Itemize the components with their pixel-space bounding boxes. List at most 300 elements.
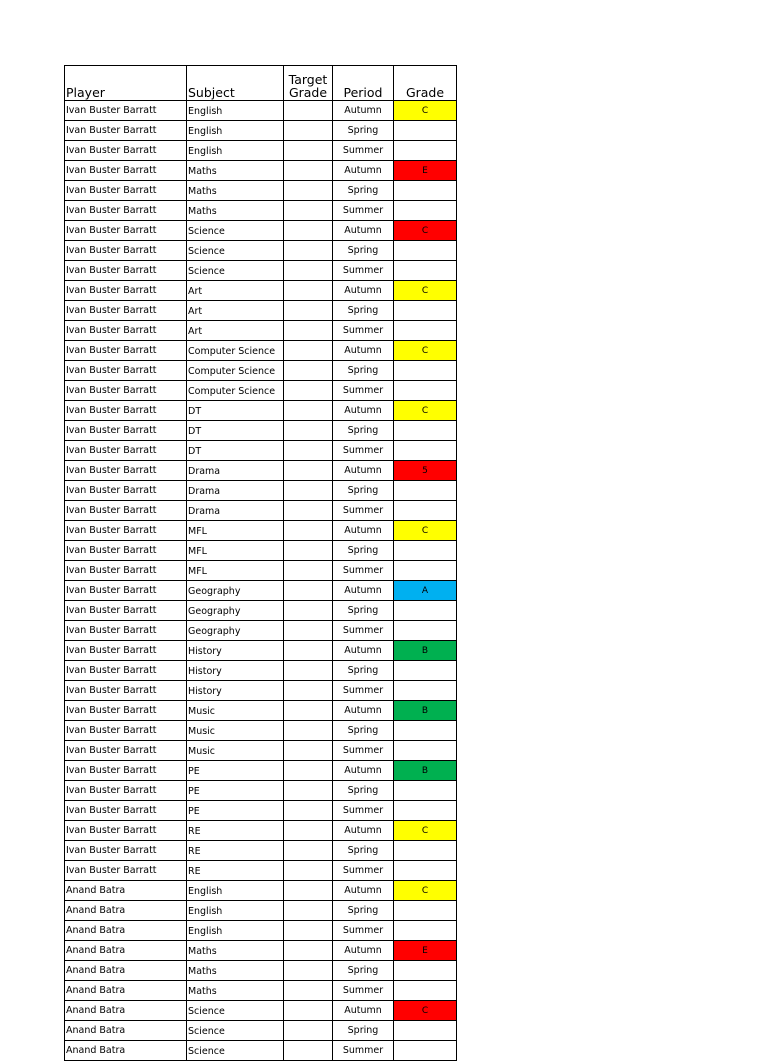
subject-text: PE bbox=[188, 786, 200, 797]
player-cell[interactable]: Ivan Buster Barratt bbox=[65, 381, 187, 401]
target-grade-cell[interactable] bbox=[284, 201, 333, 221]
subject-text: Geography bbox=[188, 606, 241, 617]
period-cell[interactable]: Autumn bbox=[333, 881, 394, 901]
subject-cell[interactable] bbox=[187, 201, 284, 221]
grade-cell[interactable] bbox=[394, 901, 457, 921]
grade-cell[interactable]: C bbox=[394, 221, 457, 241]
table-row bbox=[65, 161, 457, 181]
subject-cell[interactable] bbox=[187, 541, 284, 561]
target-grade-cell[interactable] bbox=[284, 881, 333, 901]
grade-cell[interactable] bbox=[394, 201, 457, 221]
grade-cell[interactable]: B bbox=[394, 641, 457, 661]
target-grade-cell[interactable] bbox=[284, 681, 333, 701]
table-row bbox=[65, 901, 457, 921]
header-row bbox=[65, 66, 457, 101]
grade-cell[interactable] bbox=[394, 621, 457, 641]
period-cell[interactable]: Autumn bbox=[333, 701, 394, 721]
subject-cell[interactable] bbox=[187, 281, 284, 301]
target-grade-cell[interactable] bbox=[284, 261, 333, 281]
player-cell[interactable]: Anand Batra bbox=[65, 961, 187, 981]
target-grade-cell[interactable] bbox=[284, 481, 333, 501]
period-cell[interactable]: Autumn bbox=[333, 161, 394, 181]
subject-cell[interactable] bbox=[187, 901, 284, 921]
subject-cell[interactable] bbox=[187, 861, 284, 881]
grade-cell[interactable] bbox=[394, 381, 457, 401]
subject-cell[interactable] bbox=[187, 801, 284, 821]
subject-text: RE bbox=[188, 826, 201, 837]
player-cell[interactable]: Anand Batra bbox=[65, 941, 187, 961]
subject-text: English bbox=[188, 146, 223, 157]
grade-cell[interactable] bbox=[394, 661, 457, 681]
grade-cell[interactable] bbox=[394, 361, 457, 381]
grade-cell[interactable]: B bbox=[394, 761, 457, 781]
subject-cell[interactable] bbox=[187, 401, 284, 421]
player-cell[interactable]: Ivan Buster Barratt bbox=[65, 501, 187, 521]
player-cell[interactable]: Ivan Buster Barratt bbox=[65, 761, 187, 781]
grade-cell[interactable] bbox=[394, 721, 457, 741]
table-row bbox=[65, 301, 457, 321]
player-cell[interactable]: Ivan Buster Barratt bbox=[65, 561, 187, 581]
target-grade-cell[interactable] bbox=[284, 381, 333, 401]
grade-cell[interactable]: 5 bbox=[394, 461, 457, 481]
subject-text: MFL bbox=[188, 566, 207, 577]
player-cell[interactable]: Ivan Buster Barratt bbox=[65, 341, 187, 361]
table-row bbox=[65, 521, 457, 541]
target-grade-cell[interactable] bbox=[284, 721, 333, 741]
grade-cell[interactable] bbox=[394, 961, 457, 981]
subject-text: Drama bbox=[188, 506, 221, 517]
subject-cell[interactable] bbox=[187, 321, 284, 341]
subject-text: Music bbox=[188, 726, 216, 737]
target-grade-cell[interactable] bbox=[284, 741, 333, 761]
period-cell[interactable]: Autumn bbox=[333, 641, 394, 661]
target-grade-cell[interactable] bbox=[284, 581, 333, 601]
subject-text: Geography bbox=[188, 626, 241, 637]
period-cell[interactable]: Spring bbox=[333, 661, 394, 681]
period-cell[interactable]: Summer bbox=[333, 861, 394, 881]
subject-cell[interactable] bbox=[187, 841, 284, 861]
subject-text: Music bbox=[188, 706, 216, 717]
player-cell[interactable]: Anand Batra bbox=[65, 921, 187, 941]
table-row bbox=[65, 561, 457, 581]
target-grade-cell[interactable] bbox=[284, 281, 333, 301]
target-grade-cell[interactable] bbox=[284, 361, 333, 381]
period-cell[interactable]: Autumn bbox=[333, 1001, 394, 1021]
period-cell[interactable]: Spring bbox=[333, 541, 394, 561]
subject-cell[interactable] bbox=[187, 681, 284, 701]
subject-cell[interactable] bbox=[187, 741, 284, 761]
period-cell[interactable]: Autumn bbox=[333, 101, 394, 121]
subject-cell[interactable] bbox=[187, 621, 284, 641]
player-cell[interactable]: Ivan Buster Barratt bbox=[65, 801, 187, 821]
target-grade-cell[interactable] bbox=[284, 301, 333, 321]
period-cell[interactable]: Spring bbox=[333, 601, 394, 621]
subject-text: Drama bbox=[188, 486, 221, 497]
period-cell[interactable]: Summer bbox=[333, 741, 394, 761]
subject-cell[interactable] bbox=[187, 981, 284, 1001]
table-row bbox=[65, 441, 457, 461]
player-cell[interactable]: Ivan Buster Barratt bbox=[65, 841, 187, 861]
grade-cell[interactable] bbox=[394, 781, 457, 801]
period-cell[interactable]: Summer bbox=[333, 381, 394, 401]
grade-cell[interactable] bbox=[394, 261, 457, 281]
player-cell[interactable]: Ivan Buster Barratt bbox=[65, 621, 187, 641]
subject-cell[interactable] bbox=[187, 601, 284, 621]
subject-text: Maths bbox=[188, 186, 217, 197]
period-cell[interactable]: Autumn bbox=[333, 761, 394, 781]
player-cell[interactable]: Ivan Buster Barratt bbox=[65, 401, 187, 421]
grade-cell[interactable]: C bbox=[394, 1001, 457, 1021]
subject-cell[interactable] bbox=[187, 481, 284, 501]
target-grade-cell[interactable] bbox=[284, 921, 333, 941]
grade-cell[interactable] bbox=[394, 301, 457, 321]
subject-text: English bbox=[188, 106, 223, 117]
subject-cell[interactable] bbox=[187, 581, 284, 601]
period-cell[interactable]: Autumn bbox=[333, 521, 394, 541]
grade-cell[interactable] bbox=[394, 561, 457, 581]
subject-text: Science bbox=[188, 266, 225, 277]
subject-cell[interactable] bbox=[187, 881, 284, 901]
subject-text: Computer Science bbox=[188, 346, 276, 357]
table-row bbox=[65, 121, 457, 141]
target-grade-cell[interactable] bbox=[284, 501, 333, 521]
table-row bbox=[65, 1001, 457, 1021]
period-cell[interactable]: Autumn bbox=[333, 401, 394, 421]
subject-cell[interactable] bbox=[187, 701, 284, 721]
period-cell[interactable]: Summer bbox=[333, 681, 394, 701]
period-cell[interactable]: Spring bbox=[333, 1021, 394, 1041]
subject-text: DT bbox=[188, 406, 202, 417]
period-cell[interactable]: Spring bbox=[333, 121, 394, 141]
player-cell[interactable]: Ivan Buster Barratt bbox=[65, 741, 187, 761]
subject-cell[interactable] bbox=[187, 501, 284, 521]
player-cell[interactable]: Ivan Buster Barratt bbox=[65, 541, 187, 561]
grade-cell[interactable]: C bbox=[394, 881, 457, 901]
period-cell[interactable]: Spring bbox=[333, 361, 394, 381]
subject-cell[interactable] bbox=[187, 441, 284, 461]
grade-cell[interactable] bbox=[394, 861, 457, 881]
target-grade-cell[interactable] bbox=[284, 901, 333, 921]
subject-text: Music bbox=[188, 746, 216, 757]
subject-cell[interactable] bbox=[187, 961, 284, 981]
subject-text: DT bbox=[188, 426, 202, 437]
subject-cell[interactable] bbox=[187, 101, 284, 121]
subject-text: RE bbox=[188, 846, 201, 857]
subject-text: Art bbox=[188, 306, 203, 317]
grade-cell[interactable] bbox=[394, 321, 457, 341]
grade-cell[interactable] bbox=[394, 981, 457, 1001]
table-row bbox=[65, 821, 457, 841]
period-cell[interactable]: Summer bbox=[333, 1041, 394, 1061]
period-cell[interactable]: Autumn bbox=[333, 281, 394, 301]
grade-cell[interactable]: E bbox=[394, 161, 457, 181]
period-cell[interactable]: Spring bbox=[333, 961, 394, 981]
period-cell[interactable]: Summer bbox=[333, 261, 394, 281]
target-grade-cell[interactable] bbox=[284, 541, 333, 561]
subject-cell[interactable] bbox=[187, 641, 284, 661]
subject-cell[interactable] bbox=[187, 561, 284, 581]
table-row bbox=[65, 641, 457, 661]
target-grade-cell[interactable] bbox=[284, 821, 333, 841]
subject-cell[interactable] bbox=[187, 421, 284, 441]
subject-cell[interactable] bbox=[187, 161, 284, 181]
subject-cell[interactable] bbox=[187, 781, 284, 801]
grade-cell[interactable] bbox=[394, 841, 457, 861]
target-grade-cell[interactable] bbox=[284, 241, 333, 261]
player-cell[interactable]: Ivan Buster Barratt bbox=[65, 441, 187, 461]
subject-cell[interactable] bbox=[187, 341, 284, 361]
player-cell[interactable]: Ivan Buster Barratt bbox=[65, 281, 187, 301]
grade-cell[interactable] bbox=[394, 181, 457, 201]
subject-cell[interactable] bbox=[187, 1041, 284, 1061]
target-grade-cell[interactable] bbox=[284, 221, 333, 241]
table-row bbox=[65, 541, 457, 561]
period-cell[interactable]: Autumn bbox=[333, 341, 394, 361]
player-cell[interactable]: Ivan Buster Barratt bbox=[65, 461, 187, 481]
player-cell[interactable]: Ivan Buster Barratt bbox=[65, 521, 187, 541]
grade-cell[interactable] bbox=[394, 121, 457, 141]
player-cell[interactable]: Ivan Buster Barratt bbox=[65, 641, 187, 661]
period-cell[interactable]: Summer bbox=[333, 981, 394, 1001]
period-cell[interactable]: Spring bbox=[333, 781, 394, 801]
player-cell[interactable]: Ivan Buster Barratt bbox=[65, 681, 187, 701]
header-player: Player bbox=[65, 66, 187, 101]
subject-text: Science bbox=[188, 246, 225, 257]
player-cell[interactable]: Ivan Buster Barratt bbox=[65, 821, 187, 841]
target-grade-cell[interactable] bbox=[284, 461, 333, 481]
subject-cell[interactable] bbox=[187, 661, 284, 681]
target-grade-cell[interactable] bbox=[284, 141, 333, 161]
player-cell[interactable]: Anand Batra bbox=[65, 1021, 187, 1041]
subject-text: Computer Science bbox=[188, 366, 276, 377]
player-cell[interactable]: Anand Batra bbox=[65, 1041, 187, 1061]
period-cell[interactable]: Spring bbox=[333, 301, 394, 321]
period-cell[interactable]: Summer bbox=[333, 621, 394, 641]
subject-text: Art bbox=[188, 286, 203, 297]
player-cell[interactable]: Ivan Buster Barratt bbox=[65, 861, 187, 881]
player-cell[interactable]: Ivan Buster Barratt bbox=[65, 201, 187, 221]
subject-cell[interactable] bbox=[187, 361, 284, 381]
subject-cell[interactable] bbox=[187, 521, 284, 541]
subject-text: Science bbox=[188, 1006, 225, 1017]
table-row bbox=[65, 341, 457, 361]
grade-cell[interactable]: A bbox=[394, 581, 457, 601]
grade-cell[interactable] bbox=[394, 1041, 457, 1061]
grade-cell[interactable] bbox=[394, 141, 457, 161]
target-grade-cell[interactable] bbox=[284, 101, 333, 121]
target-grade-cell[interactable] bbox=[284, 621, 333, 641]
player-cell[interactable]: Ivan Buster Barratt bbox=[65, 101, 187, 121]
player-cell[interactable]: Anand Batra bbox=[65, 901, 187, 921]
period-cell[interactable]: Spring bbox=[333, 181, 394, 201]
target-grade-cell[interactable] bbox=[284, 861, 333, 881]
table-row bbox=[65, 1041, 457, 1061]
subject-cell[interactable] bbox=[187, 381, 284, 401]
player-cell[interactable]: Ivan Buster Barratt bbox=[65, 481, 187, 501]
grade-cell[interactable] bbox=[394, 921, 457, 941]
subject-cell[interactable] bbox=[187, 821, 284, 841]
period-cell[interactable]: Spring bbox=[333, 901, 394, 921]
header-target-line2: Grade bbox=[288, 85, 328, 100]
period-cell[interactable]: Spring bbox=[333, 241, 394, 261]
period-cell[interactable]: Summer bbox=[333, 501, 394, 521]
player-cell[interactable]: Ivan Buster Barratt bbox=[65, 121, 187, 141]
subject-cell[interactable] bbox=[187, 921, 284, 941]
grade-cell[interactable] bbox=[394, 481, 457, 501]
period-cell[interactable]: Spring bbox=[333, 481, 394, 501]
period-cell[interactable]: Autumn bbox=[333, 941, 394, 961]
subject-cell[interactable] bbox=[187, 761, 284, 781]
header-grade: Grade bbox=[394, 66, 457, 101]
player-cell[interactable]: Ivan Buster Barratt bbox=[65, 601, 187, 621]
subject-text: Drama bbox=[188, 466, 221, 477]
table-row bbox=[65, 461, 457, 481]
grade-cell[interactable]: B bbox=[394, 701, 457, 721]
table-row bbox=[65, 761, 457, 781]
player-cell[interactable]: Ivan Buster Barratt bbox=[65, 141, 187, 161]
player-cell[interactable]: Ivan Buster Barratt bbox=[65, 181, 187, 201]
target-grade-cell[interactable] bbox=[284, 521, 333, 541]
subject-cell[interactable] bbox=[187, 221, 284, 241]
player-cell[interactable]: Ivan Buster Barratt bbox=[65, 721, 187, 741]
target-grade-cell[interactable] bbox=[284, 181, 333, 201]
subject-cell[interactable] bbox=[187, 261, 284, 281]
grade-cell[interactable] bbox=[394, 241, 457, 261]
player-cell[interactable]: Ivan Buster Barratt bbox=[65, 701, 187, 721]
target-grade-cell[interactable] bbox=[284, 1001, 333, 1021]
period-cell[interactable]: Spring bbox=[333, 721, 394, 741]
player-cell[interactable]: Ivan Buster Barratt bbox=[65, 661, 187, 681]
target-grade-cell[interactable] bbox=[284, 1041, 333, 1061]
period-cell[interactable]: Autumn bbox=[333, 581, 394, 601]
player-cell[interactable]: Anand Batra bbox=[65, 981, 187, 1001]
target-grade-cell[interactable] bbox=[284, 641, 333, 661]
subject-text: PE bbox=[188, 806, 200, 817]
player-cell[interactable]: Anand Batra bbox=[65, 1001, 187, 1021]
grade-cell[interactable] bbox=[394, 441, 457, 461]
player-cell[interactable]: Ivan Buster Barratt bbox=[65, 261, 187, 281]
target-grade-cell[interactable] bbox=[284, 781, 333, 801]
target-grade-cell[interactable] bbox=[284, 701, 333, 721]
subject-cell[interactable] bbox=[187, 721, 284, 741]
period-cell[interactable]: Summer bbox=[333, 201, 394, 221]
subject-text: Geography bbox=[188, 586, 241, 597]
player-cell[interactable]: Ivan Buster Barratt bbox=[65, 161, 187, 181]
target-grade-cell[interactable] bbox=[284, 841, 333, 861]
period-cell[interactable]: Autumn bbox=[333, 461, 394, 481]
table-row bbox=[65, 261, 457, 281]
grades-table-body bbox=[65, 66, 457, 1061]
subject-text: Maths bbox=[188, 946, 217, 957]
header-target-line1: Target bbox=[288, 72, 328, 87]
period-cell[interactable]: Summer bbox=[333, 441, 394, 461]
table-row bbox=[65, 181, 457, 201]
target-grade-cell[interactable] bbox=[284, 761, 333, 781]
table-row bbox=[65, 221, 457, 241]
target-grade-cell[interactable] bbox=[284, 601, 333, 621]
table-row bbox=[65, 661, 457, 681]
target-grade-cell[interactable] bbox=[284, 561, 333, 581]
target-grade-cell[interactable] bbox=[284, 321, 333, 341]
header-period: Period bbox=[333, 66, 394, 101]
table-row bbox=[65, 141, 457, 161]
subject-cell[interactable] bbox=[187, 241, 284, 261]
target-grade-cell[interactable] bbox=[284, 961, 333, 981]
table-row bbox=[65, 601, 457, 621]
subject-cell[interactable] bbox=[187, 121, 284, 141]
target-grade-cell[interactable] bbox=[284, 801, 333, 821]
period-cell[interactable]: Summer bbox=[333, 141, 394, 161]
grade-cell[interactable]: C bbox=[394, 521, 457, 541]
grade-cell[interactable] bbox=[394, 681, 457, 701]
period-cell[interactable]: Autumn bbox=[333, 821, 394, 841]
grade-cell[interactable] bbox=[394, 501, 457, 521]
grade-cell[interactable]: C bbox=[394, 821, 457, 841]
grade-cell[interactable] bbox=[394, 741, 457, 761]
grade-cell[interactable]: C bbox=[394, 341, 457, 361]
player-cell[interactable]: Ivan Buster Barratt bbox=[65, 321, 187, 341]
target-grade-cell[interactable] bbox=[284, 941, 333, 961]
subject-cell[interactable] bbox=[187, 941, 284, 961]
grade-cell[interactable] bbox=[394, 421, 457, 441]
target-grade-cell[interactable] bbox=[284, 161, 333, 181]
target-grade-cell[interactable] bbox=[284, 661, 333, 681]
table-row bbox=[65, 241, 457, 261]
grade-cell[interactable] bbox=[394, 801, 457, 821]
grade-cell[interactable]: C bbox=[394, 401, 457, 421]
subject-cell[interactable] bbox=[187, 461, 284, 481]
period-cell[interactable]: Summer bbox=[333, 321, 394, 341]
target-grade-cell[interactable] bbox=[284, 341, 333, 361]
player-cell[interactable]: Ivan Buster Barratt bbox=[65, 421, 187, 441]
target-grade-cell[interactable] bbox=[284, 121, 333, 141]
target-grade-cell[interactable] bbox=[284, 441, 333, 461]
period-cell[interactable]: Summer bbox=[333, 801, 394, 821]
period-cell[interactable]: Summer bbox=[333, 561, 394, 581]
target-grade-cell[interactable] bbox=[284, 981, 333, 1001]
subject-text: History bbox=[188, 686, 222, 697]
subject-text: Science bbox=[188, 1046, 225, 1057]
grade-cell[interactable] bbox=[394, 541, 457, 561]
subject-cell[interactable] bbox=[187, 181, 284, 201]
subject-cell[interactable] bbox=[187, 141, 284, 161]
grade-cell[interactable]: C bbox=[394, 101, 457, 121]
grade-cell[interactable] bbox=[394, 601, 457, 621]
period-cell[interactable]: Autumn bbox=[333, 221, 394, 241]
period-cell[interactable]: Spring bbox=[333, 841, 394, 861]
grade-cell[interactable]: E bbox=[394, 941, 457, 961]
table-row bbox=[65, 501, 457, 521]
table-row bbox=[65, 321, 457, 341]
grade-cell[interactable]: C bbox=[394, 281, 457, 301]
player-cell[interactable]: Ivan Buster Barratt bbox=[65, 361, 187, 381]
player-cell[interactable]: Ivan Buster Barratt bbox=[65, 781, 187, 801]
table-row bbox=[65, 741, 457, 761]
subject-cell[interactable] bbox=[187, 1001, 284, 1021]
table-row bbox=[65, 681, 457, 701]
subject-text: Maths bbox=[188, 986, 217, 997]
target-grade-cell[interactable] bbox=[284, 421, 333, 441]
player-cell[interactable]: Anand Batra bbox=[65, 881, 187, 901]
player-cell[interactable]: Ivan Buster Barratt bbox=[65, 581, 187, 601]
player-cell[interactable]: Ivan Buster Barratt bbox=[65, 301, 187, 321]
target-grade-cell[interactable] bbox=[284, 401, 333, 421]
player-cell[interactable]: Ivan Buster Barratt bbox=[65, 221, 187, 241]
player-cell[interactable]: Ivan Buster Barratt bbox=[65, 241, 187, 261]
subject-cell[interactable] bbox=[187, 301, 284, 321]
period-cell[interactable]: Summer bbox=[333, 921, 394, 941]
period-cell[interactable]: Spring bbox=[333, 421, 394, 441]
